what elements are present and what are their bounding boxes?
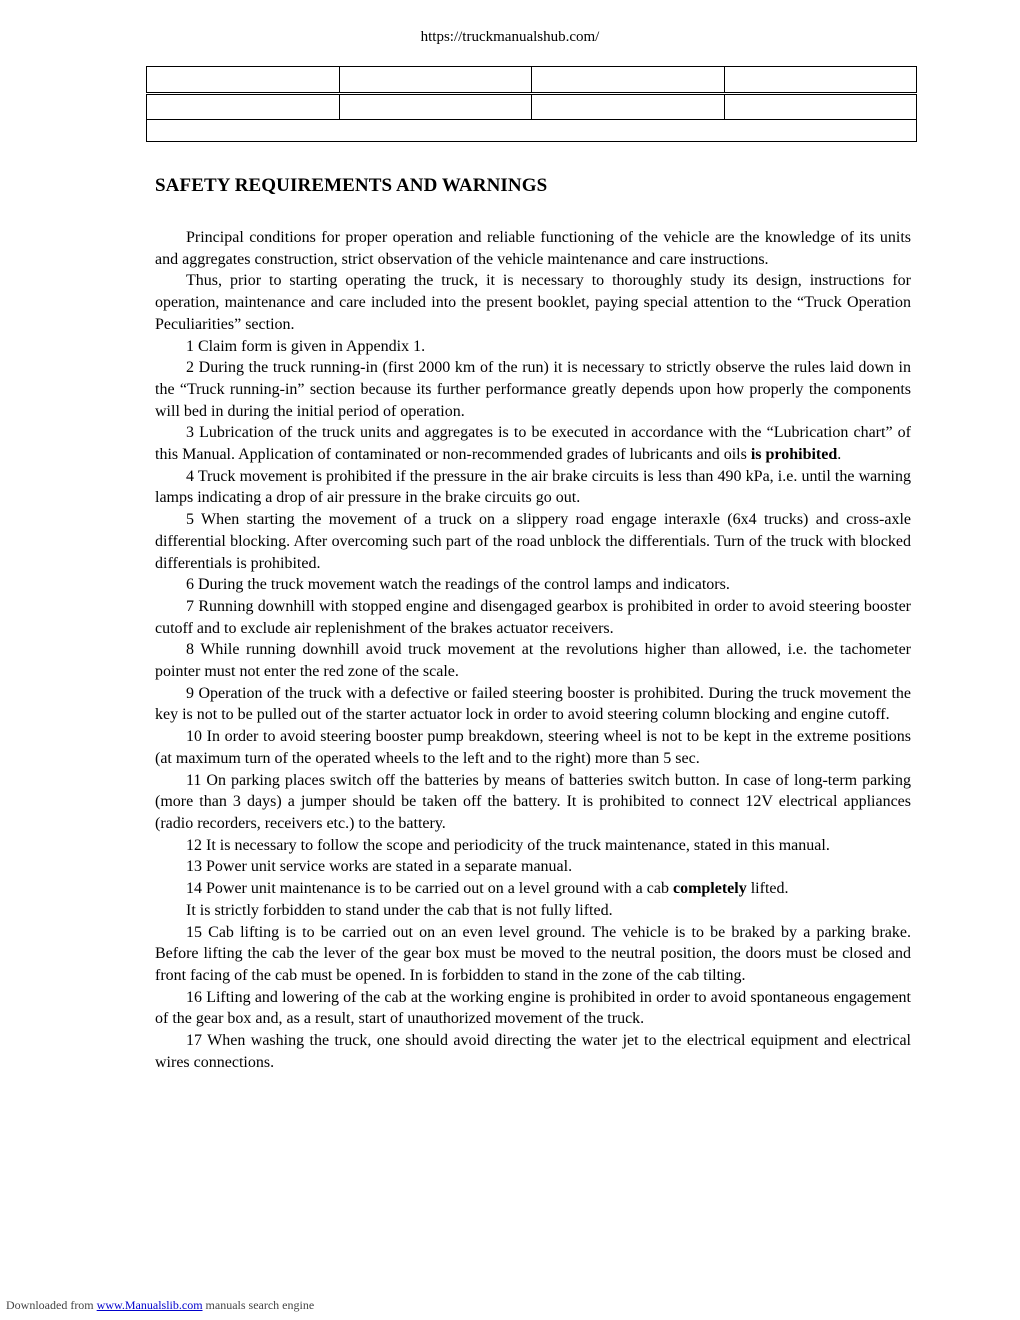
footer-suffix: manuals search engine: [202, 1298, 315, 1312]
table-row: [147, 94, 917, 120]
paragraph-text: .: [837, 446, 842, 464]
table-cell: [147, 94, 340, 120]
table-cell: [339, 94, 532, 120]
paragraph: [155, 422, 911, 465]
paragraph-text: lifted.: [746, 880, 789, 898]
paragraph: 10 In order to avoid steering booster pump breakdown, steering wheel is not to be kept in the extreme positions (at maximum turn of the operated wheels to the left and to the right) more than 5 sec.: [155, 728, 911, 767]
paragraph: [155, 878, 911, 900]
paragraph: 7 Running downhill with stopped engine and disengaged gearbox is prohibited in order to avoid steering booster cutoff and to exclude air replenishment of the brakes actuator receivers.: [155, 597, 911, 637]
table-cell: [532, 94, 725, 120]
paragraph: 5 When starting the movement of a truck on a slippery road engage interaxle (6x4 trucks) and cross-axle differential blocking. After overcoming such part of the road unblock the differentials. Turn of the truck with blocked differentials is prohibited.: [155, 511, 911, 572]
body-text: [155, 227, 911, 1073]
paragraph: Principal conditions for proper operation and reliable functioning of the vehicle are the knowledge of its units and aggregates construction, strict observation of the vehicle maintenance and care instructions.: [155, 229, 911, 268]
table-cell: [339, 67, 532, 94]
paragraph-text: 3 Lubrication of the truck units and aggregates is to be executed in accordance with the “Lubrication chart” of this Manual. Application of contaminated or non-recommended grades of lubricants and oils: [155, 424, 911, 464]
paragraph: 2 During the truck running-in (first 2000 km of the run) it is necessary to strictly observe the rules laid down in the “Truck running-in” section because its further performance greatly depends upon how properly the components will bed in during the initial period of operation.: [155, 359, 911, 420]
paragraph: It is strictly forbidden to stand under the cab that is not fully lifted.: [186, 901, 613, 919]
footer: [6, 1298, 314, 1313]
blank-form-table: [146, 66, 917, 142]
table-row: [147, 120, 917, 142]
table-row: [147, 67, 917, 94]
footer-link[interactable]: www.Manualslib.com: [96, 1298, 203, 1312]
footer-prefix: Downloaded from: [6, 1298, 97, 1312]
paragraph: 17 When washing the truck, one should avoid directing the water jet to the electrical equipment and electrical wires connections.: [155, 1032, 911, 1071]
header-url: https://truckmanualshub.com/: [420, 29, 600, 45]
paragraph: 8 While running downhill avoid truck movement at the revolutions higher than allowed, i.e. the tachometer pointer must not enter the red zone of the scale.: [155, 641, 911, 681]
paragraph: 4 Truck movement is prohibited if the pressure in the air brake circuits is less than 490 kPa, i.e. until the warning lamps indicating a drop of air pressure in the brake circuits go out.: [155, 467, 911, 507]
emphasis-text: completely: [672, 880, 747, 898]
paragraph: 1 Claim form is given in Appendix 1.: [186, 337, 426, 355]
table-cell: [532, 67, 725, 94]
table-cell: [147, 67, 340, 94]
paragraph: 13 Power unit service works are stated in a separate manual.: [186, 858, 573, 876]
section-title: SAFETY REQUIREMENTS AND WARNINGS: [155, 175, 548, 196]
table-cell: [724, 67, 917, 94]
paragraph: 9 Operation of the truck with a defective or failed steering booster is prohibited. During the truck movement the key is not to be pulled out of the starter actuator lock in order to avoid steering column blocking and engine cutoff.: [155, 684, 911, 724]
paragraph: 12 It is necessary to follow the scope and periodicity of the truck maintenance, stated in this manual.: [186, 836, 830, 854]
paragraph: Thus, prior to starting operating the truck, it is necessary to thoroughly study its design, instructions for operation, maintenance and care included into the present booklet, paying special attention to the “Truck Operation Peculiarities” section.: [155, 272, 911, 333]
paragraph: 16 Lifting and lowering of the cab at the working engine is prohibited in order to avoid spontaneous engagement of the gear box and, as a result, start of unauthorized movement of the truck.: [155, 988, 911, 1028]
paragraph: 6 During the truck movement watch the readings of the control lamps and indicators.: [186, 576, 730, 594]
emphasis-text: is prohibited: [750, 446, 838, 464]
paragraph: 15 Cab lifting is to be carried out on an even level ground. The vehicle is to be braked by a parking brake. Before lifting the cab the lever of the gear box must be moved to the neutral position, the doors must be closed and front facing of the cab must be opened. In is forbidden to stand in the zone of the cab tilting.: [155, 923, 911, 984]
table-cell: [147, 120, 917, 142]
paragraph-text: 14 Power unit maintenance is to be carried out on a level ground with a cab: [186, 880, 673, 898]
table-cell: [724, 94, 917, 120]
paragraph: 11 On parking places switch off the batteries by means of batteries switch button. In case of long-term parking (more than 3 days) a jumper should be taken off the battery. It is prohibited to connect 12V electrical appliances (radio recorders, receivers etc.) to the battery.: [155, 771, 911, 832]
